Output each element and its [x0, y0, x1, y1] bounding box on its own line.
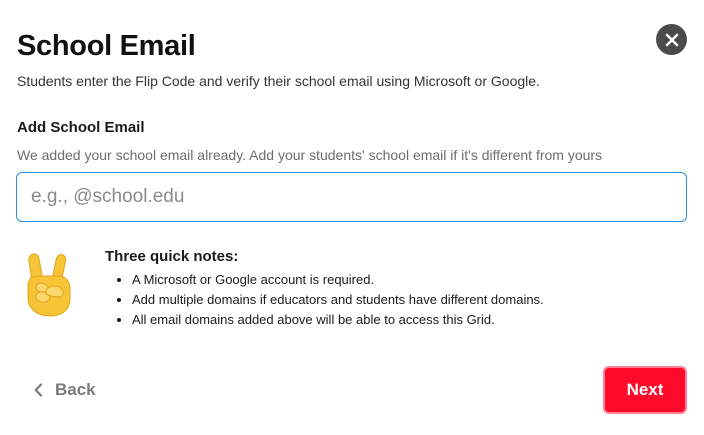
quick-notes — [105, 248, 665, 330]
quick-notes-title: Three quick notes: — [105, 248, 239, 265]
dialog-subtitle: Students enter the Flip Code and verify their school email using Microsoft or Google. — [17, 73, 540, 89]
list-item: • All email domains added above will be able to access this Grid. — [132, 310, 665, 330]
school-email-input[interactable] — [16, 172, 687, 222]
list-item: • Add multiple domains if educators and students have different domains. — [132, 290, 665, 310]
next-button[interactable]: Next — [603, 366, 687, 414]
add-school-email-help: We added your school email already. Add your students' school email if it's different from yours — [17, 147, 603, 163]
back-button[interactable] — [34, 374, 96, 406]
quick-notes-list — [105, 270, 665, 330]
add-school-email-label: Add School Email — [17, 119, 145, 136]
close-button[interactable] — [656, 24, 687, 55]
victory-hand-icon — [22, 252, 76, 318]
dialog-title: School Email — [17, 30, 196, 62]
chevron-left-icon — [34, 383, 43, 397]
back-label: Back — [55, 380, 96, 399]
list-item: • A Microsoft or Google account is required. — [132, 270, 665, 290]
close-icon — [665, 33, 679, 47]
